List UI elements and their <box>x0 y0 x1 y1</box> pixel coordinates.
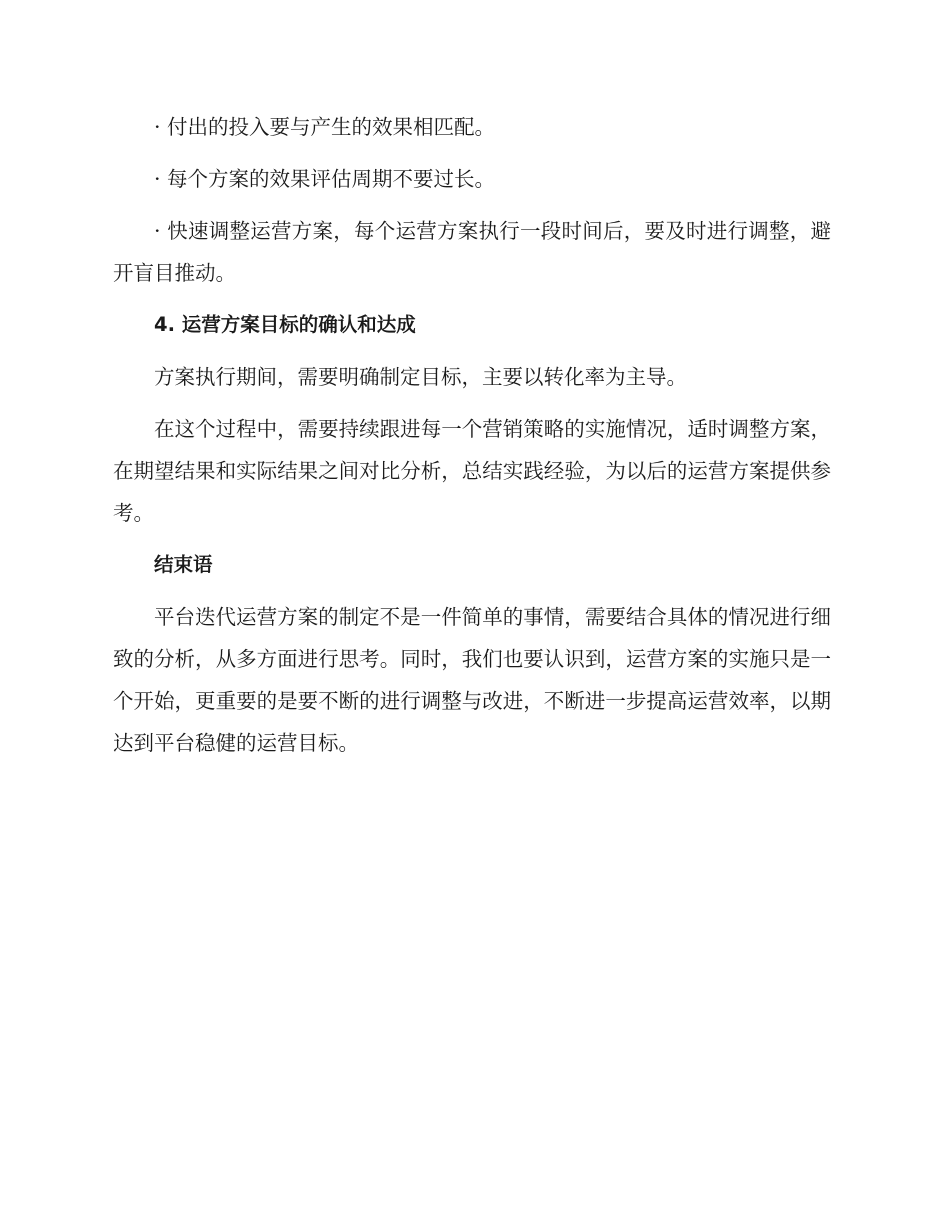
paragraph: 在这个过程中，需要持续跟进每一个营销策略的实施情况，适时调整方案，在期望结果和实际结果之间对比分析，总结实践经验，为以后的运营方案提供参考。 <box>113 417 831 525</box>
bullet-item: · 付出的投入要与产生的效果相匹配。 <box>154 115 496 139</box>
conclusion-paragraph: 平台迭代运营方案的制定不是一件简单的事情，需要结合具体的情况进行细致的分析，从多方面进行思考。同时，我们也要认识到，运营方案的实施只是一个开始，更重要的是要不断的进行调整与改进，不断进一步提高运营效率，以期达到平台稳健的运营目标。 <box>113 605 831 755</box>
bullet-item: · 每个方案的效果评估周期不要过长。 <box>154 167 496 191</box>
bullet-item: · 快速调整运营方案，每个运营方案执行一段时间后，要及时进行调整，避开盲目推动。 <box>113 219 831 285</box>
conclusion-heading: 结束语 <box>154 553 213 576</box>
document-body <box>113 106 831 764</box>
section-heading: 4. 运营方案目标的确认和达成 <box>154 313 416 336</box>
paragraph: 方案执行期间，需要明确制定目标，主要以转化率为主导。 <box>154 365 687 389</box>
